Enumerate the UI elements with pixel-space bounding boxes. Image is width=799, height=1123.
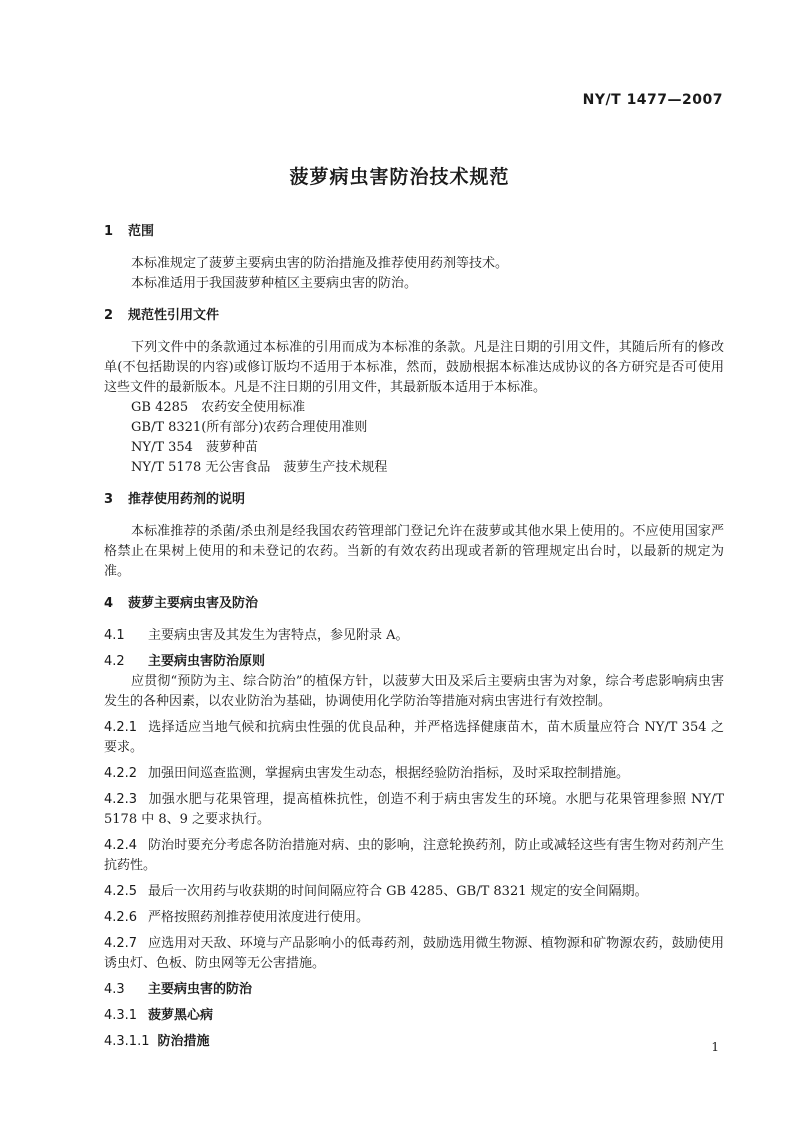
clause-4-2-1 — [104, 718, 724, 758]
principle-paragraph: 应贯彻“预防为主、综合防治”的植保方针，以菠萝大田及采后主要病虫害为对象，综合考虑影响病虫害发生的各种因素，以农业防治为基础，协调使用化学防治等措施对病虫害进行有效控制。 — [104, 674, 724, 709]
section-number: 4 — [104, 596, 114, 611]
section-heading-2 — [104, 306, 724, 326]
clause-number: 4.2.4 — [104, 838, 138, 853]
reference-item: NY/T 5178 无公害食品 菠萝生产技术规程 — [131, 460, 388, 475]
section-title: 范围 — [128, 224, 155, 239]
section-title: 规范性引用文件 — [128, 308, 220, 323]
section-number: 3 — [104, 492, 114, 507]
clause-text: 应选用对天敌、环境与产品影响小的低毒药剂，鼓励选用微生物源、植物源和矿物源农药，鼓励使用诱虫灯、色板、防虫网等无公害措施。 — [104, 936, 724, 971]
section-title: 菠萝主要病虫害及防治 — [128, 596, 259, 611]
section-heading-4 — [104, 594, 724, 614]
clause-number: 4.2.1 — [104, 720, 138, 735]
clause-number: 4.2.6 — [104, 910, 138, 925]
section-number: 2 — [104, 308, 114, 323]
clause-text: 防治时要充分考虑各防治措施对病、虫的影响，注意轮换药剂，防止或减轻这些有害生物对药剂产生抗药性。 — [104, 838, 724, 873]
clause-heading: 主要病虫害的防治 — [148, 982, 253, 997]
clause-number: 4.2 — [104, 654, 125, 669]
reference-item: GB 4285 农药安全使用标准 — [131, 400, 306, 415]
clause-4-3-heading — [104, 980, 724, 1000]
page-title: 菠萝病虫害防治技术规范 — [289, 166, 510, 188]
clause-4-2-4 — [104, 836, 724, 876]
clause-text: 主要病虫害及其发生为害特点，参见附录 A。 — [148, 628, 409, 643]
document-body — [104, 222, 724, 1052]
scope-paragraph-2: 本标准适用于我国菠萝种植区主要病虫害的防治。 — [131, 276, 418, 291]
page-number: 1 — [711, 1040, 719, 1054]
clause-number: 4.2.3 — [104, 792, 138, 807]
clause-heading: 菠萝黑心病 — [148, 1008, 214, 1023]
clause-4-2-2 — [104, 764, 724, 784]
clause-number: 4.2.5 — [104, 884, 138, 899]
reference-item: GB/T 8321(所有部分)农药合理使用准则 — [131, 420, 368, 435]
clause-4-3-1-1-heading — [104, 1032, 724, 1052]
section-heading-1 — [104, 222, 724, 242]
clause-text: 最后一次用药与收获期的时间间隔应符合 GB 4285、GB/T 8321 规定的安全间隔期。 — [148, 884, 648, 899]
clause-4-2-7 — [104, 934, 724, 974]
references-paragraph: 下列文件中的条款通过本标准的引用而成为本标准的条款。凡是注日期的引用文件，其随后所有的修改单(不包括勘误的内容)或修订版均不适用于本标准，然而，鼓励根据本标准达成协议的各方研究是否可使用这些文件的最新版本。凡是不注日期的引用文件，其最新版本适用于本标准。 — [104, 340, 724, 395]
clause-number: 4.2.7 — [104, 936, 138, 951]
clause-4-1 — [104, 626, 724, 646]
clause-text: 加强田间巡查监测，掌握病虫害发生动态，根据经验防治指标，及时采取控制措施。 — [148, 766, 630, 781]
clause-number: 4.3.1.1 — [104, 1034, 150, 1049]
clause-4-2-5 — [104, 882, 724, 902]
reference-item: NY/T 354 菠萝种苗 — [131, 440, 258, 455]
clause-text: 选择适应当地气候和抗病虫性强的优良品种，并严格选择健康苗木，苗木质量应符合 NY/T 354 之要求。 — [104, 720, 724, 755]
clause-4-2-3 — [104, 790, 724, 830]
pesticide-note-paragraph: 本标准推荐的杀菌/杀虫剂是经我国农药管理部门登记允许在菠萝或其他水果上使用的。不应使用国家严格禁止在果树上使用的和未登记的农药。当新的有效农药出现或者新的管理规定出台时，以最新的规定为准。 — [104, 524, 724, 579]
scope-paragraph-1: 本标准规定了菠萝主要病虫害的防治措施及推荐使用药剂等技术。 — [131, 256, 509, 271]
clause-heading: 主要病虫害防治原则 — [148, 654, 266, 669]
clause-4-2-heading — [104, 652, 724, 672]
clause-number: 4.3.1 — [104, 1008, 138, 1023]
clause-number: 4.3 — [104, 982, 125, 997]
clause-number: 4.2.2 — [104, 766, 138, 781]
clause-4-3-1-heading — [104, 1006, 724, 1026]
clause-heading: 防治措施 — [157, 1034, 210, 1049]
clause-4-2-6 — [104, 908, 724, 928]
section-heading-3 — [104, 490, 724, 510]
clause-number: 4.1 — [104, 628, 125, 643]
standard-code: NY/T 1477—2007 — [582, 92, 723, 108]
section-title: 推荐使用药剂的说明 — [128, 492, 246, 507]
section-number: 1 — [104, 224, 114, 239]
clause-text: 加强水肥与花果管理，提高植株抗性，创造不利于病虫害发生的环境。水肥与花果管理参照 NY/T 5178 中 8、9 之要求执行。 — [104, 792, 724, 827]
clause-text: 严格按照药剂推荐使用浓度进行使用。 — [148, 910, 370, 925]
